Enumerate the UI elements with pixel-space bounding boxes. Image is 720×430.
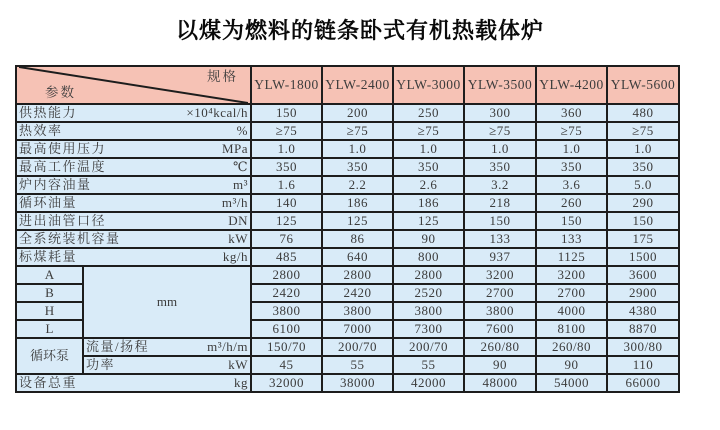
value-cell: 6100 — [251, 320, 322, 338]
param-cell — [16, 230, 251, 248]
value-cell: 125 — [393, 212, 464, 230]
value-cell: 150 — [251, 104, 322, 122]
value-cell: 186 — [322, 194, 393, 212]
value-cell: 55 — [393, 356, 464, 374]
table-row — [16, 194, 679, 212]
value-cell: 4380 — [607, 302, 679, 320]
value-cell: 937 — [464, 248, 536, 266]
value-cell: 2420 — [322, 284, 393, 302]
value-cell: 2800 — [251, 266, 322, 284]
param-cell — [16, 158, 251, 176]
value-cell: 200/70 — [322, 338, 393, 356]
value-cell: 2900 — [607, 284, 679, 302]
corner-spec-label: 规格 — [207, 69, 238, 84]
value-cell: 350 — [393, 158, 464, 176]
value-cell: 260/80 — [536, 338, 607, 356]
dim-label: L — [16, 320, 83, 338]
value-cell: 133 — [536, 230, 607, 248]
table-row — [16, 338, 679, 356]
value-cell: 1500 — [607, 248, 679, 266]
value-cell: 3800 — [464, 302, 536, 320]
dim-label: A — [16, 266, 83, 284]
table-row — [16, 266, 679, 284]
param-cell — [83, 338, 251, 356]
value-cell: 5.0 — [607, 176, 679, 194]
param-label: 功率 — [86, 357, 116, 372]
value-cell: 133 — [464, 230, 536, 248]
value-cell: 2420 — [251, 284, 322, 302]
value-cell: 54000 — [536, 374, 607, 392]
value-cell: 90 — [464, 356, 536, 374]
param-cell — [16, 212, 251, 230]
value-cell: 7600 — [464, 320, 536, 338]
value-cell: 45 — [251, 356, 322, 374]
param-label: 供热能力 — [19, 105, 78, 120]
value-cell: 2.2 — [322, 176, 393, 194]
table-row — [16, 176, 679, 194]
value-cell: 3600 — [607, 266, 679, 284]
value-cell: 350 — [322, 158, 393, 176]
table-row — [16, 212, 679, 230]
param-cell — [16, 104, 251, 122]
value-cell: 42000 — [393, 374, 464, 392]
value-cell: 3800 — [251, 302, 322, 320]
value-cell: 4000 — [536, 302, 607, 320]
value-cell: ≥75 — [251, 122, 322, 140]
dim-unit-cell: mm — [83, 266, 251, 338]
param-label: 热效率 — [19, 123, 63, 138]
param-cell — [16, 140, 251, 158]
table-row — [16, 104, 679, 122]
value-cell: 200/70 — [393, 338, 464, 356]
value-cell: 2700 — [464, 284, 536, 302]
value-cell: 300/80 — [607, 338, 679, 356]
table-row — [16, 248, 679, 266]
value-cell: 1125 — [536, 248, 607, 266]
param-unit: MPa — [221, 141, 248, 156]
value-cell: 8100 — [536, 320, 607, 338]
param-unit: m³/h — [221, 195, 248, 210]
value-cell: 186 — [393, 194, 464, 212]
value-cell: 2.6 — [393, 176, 464, 194]
value-cell: 3200 — [536, 266, 607, 284]
value-cell: 260 — [536, 194, 607, 212]
value-cell: 3200 — [464, 266, 536, 284]
param-cell — [16, 194, 251, 212]
param-unit: % — [236, 123, 248, 138]
value-cell: 1.6 — [251, 176, 322, 194]
param-unit: ℃ — [232, 159, 248, 174]
value-cell: 1.0 — [322, 140, 393, 158]
value-cell: 2800 — [393, 266, 464, 284]
param-label: 循环油量 — [19, 195, 78, 210]
value-cell: 66000 — [607, 374, 679, 392]
value-cell: 1.0 — [251, 140, 322, 158]
value-cell: 125 — [322, 212, 393, 230]
param-unit: kg/h — [222, 249, 248, 264]
value-cell: 350 — [251, 158, 322, 176]
corner-cell — [16, 66, 251, 104]
value-cell: 260/80 — [464, 338, 536, 356]
param-cell — [16, 122, 251, 140]
param-unit: kW — [228, 231, 248, 246]
value-cell: 3.2 — [464, 176, 536, 194]
value-cell: 350 — [464, 158, 536, 176]
value-cell: 32000 — [251, 374, 322, 392]
model-header: YLW-1800 — [251, 66, 322, 104]
value-cell: 200 — [322, 104, 393, 122]
value-cell: 125 — [251, 212, 322, 230]
value-cell: 150 — [464, 212, 536, 230]
param-label: 流量/扬程 — [86, 339, 150, 354]
value-cell: 3800 — [322, 302, 393, 320]
value-cell: ≥75 — [607, 122, 679, 140]
value-cell: 2700 — [536, 284, 607, 302]
header-row — [16, 66, 679, 104]
value-cell: 360 — [536, 104, 607, 122]
dim-label: B — [16, 284, 83, 302]
value-cell: 7300 — [393, 320, 464, 338]
value-cell: ≥75 — [393, 122, 464, 140]
value-cell: 90 — [536, 356, 607, 374]
value-cell: 2800 — [322, 266, 393, 284]
model-header: YLW-3000 — [393, 66, 464, 104]
value-cell: 38000 — [322, 374, 393, 392]
value-cell: 150 — [536, 212, 607, 230]
value-cell: 1.0 — [536, 140, 607, 158]
table-row — [16, 230, 679, 248]
value-cell: 800 — [393, 248, 464, 266]
param-label: 全系统装机容量 — [19, 231, 121, 246]
value-cell: 1.0 — [393, 140, 464, 158]
value-cell: 300 — [464, 104, 536, 122]
value-cell: 8870 — [607, 320, 679, 338]
param-cell — [16, 176, 251, 194]
value-cell: 76 — [251, 230, 322, 248]
param-unit: kg — [234, 375, 248, 390]
model-header: YLW-2400 — [322, 66, 393, 104]
value-cell: 150/70 — [251, 338, 322, 356]
value-cell: 7000 — [322, 320, 393, 338]
value-cell: 1.0 — [464, 140, 536, 158]
page-title: 以煤为燃料的链条卧式有机热载体炉 — [175, 18, 544, 43]
model-header: YLW-3500 — [464, 66, 536, 104]
value-cell: 55 — [322, 356, 393, 374]
table-row — [16, 140, 679, 158]
param-unit: DN — [228, 213, 248, 228]
param-unit: m³/h/m — [207, 339, 248, 354]
model-header: YLW-4200 — [536, 66, 607, 104]
value-cell: 3.6 — [536, 176, 607, 194]
param-cell — [16, 374, 251, 392]
value-cell: 350 — [536, 158, 607, 176]
value-cell: 218 — [464, 194, 536, 212]
param-label: 标煤耗量 — [19, 249, 78, 264]
value-cell: 290 — [607, 194, 679, 212]
value-cell: 140 — [251, 194, 322, 212]
param-unit: m³ — [232, 177, 248, 192]
table-row — [16, 374, 679, 392]
value-cell: ≥75 — [464, 122, 536, 140]
value-cell: 175 — [607, 230, 679, 248]
value-cell: 2520 — [393, 284, 464, 302]
param-cell — [83, 356, 251, 374]
value-cell: 480 — [607, 104, 679, 122]
param-label: 最高工作温度 — [19, 159, 107, 174]
value-cell: 640 — [322, 248, 393, 266]
spec-table — [15, 65, 680, 393]
param-label: 进出油管口径 — [19, 213, 107, 228]
param-unit: kW — [228, 357, 248, 372]
value-cell: 250 — [393, 104, 464, 122]
value-cell: 350 — [607, 158, 679, 176]
value-cell: 48000 — [464, 374, 536, 392]
value-cell: 86 — [322, 230, 393, 248]
model-header: YLW-5600 — [607, 66, 679, 104]
corner-cell-inner — [19, 67, 248, 103]
param-cell — [16, 248, 251, 266]
pump-group-label: 循环泵 — [16, 338, 83, 374]
value-cell: 3800 — [393, 302, 464, 320]
value-cell: 110 — [607, 356, 679, 374]
value-cell: ≥75 — [536, 122, 607, 140]
value-cell: 1.0 — [607, 140, 679, 158]
value-cell: 90 — [393, 230, 464, 248]
param-label: 炉内容油量 — [19, 177, 92, 192]
corner-param-label: 参数 — [45, 85, 76, 100]
dim-label: H — [16, 302, 83, 320]
table-row — [16, 158, 679, 176]
param-label: 设备总重 — [19, 375, 78, 390]
value-cell: 485 — [251, 248, 322, 266]
table-row — [16, 122, 679, 140]
param-label: 最高使用压力 — [19, 141, 107, 156]
value-cell: ≥75 — [322, 122, 393, 140]
table-row — [16, 356, 679, 374]
value-cell: 150 — [607, 212, 679, 230]
param-unit: ×10⁴kcal/h — [186, 105, 248, 120]
